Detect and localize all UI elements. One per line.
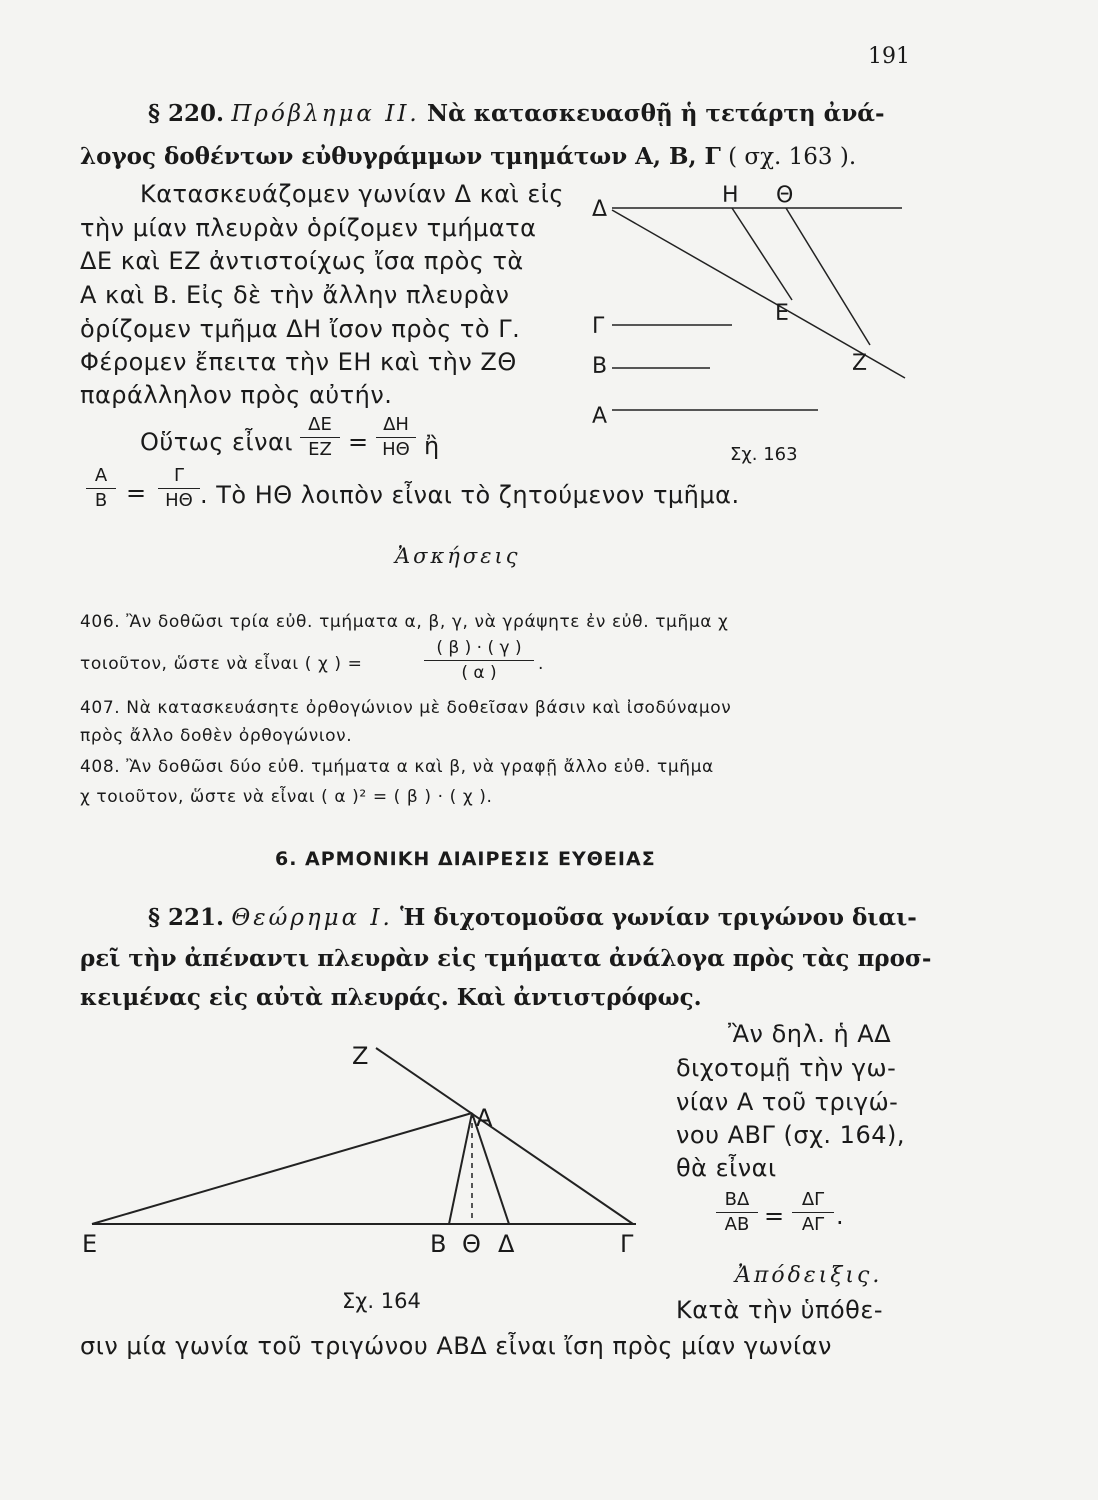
exercise-407-line-2: πρὸς ἄλλο δοθὲν ὀρθογώνιον. — [80, 726, 353, 746]
fig164-caption: Σχ. 164 — [342, 1289, 421, 1313]
fig164-line-e-a — [92, 1113, 472, 1224]
fig163-label-z: Ζ — [852, 351, 868, 376]
fig164-line-z-g — [376, 1048, 633, 1224]
fraction-bar — [716, 1212, 758, 1213]
fraction-a-b — [86, 466, 116, 511]
section-221-label: § 221. — [148, 904, 225, 931]
fig163-line-eh — [732, 208, 792, 300]
section-220-heading-2 — [80, 143, 856, 170]
figure-163 — [580, 170, 910, 470]
fig163-label-a: Α — [592, 404, 608, 429]
s220-line-5: ὁρίζομεν τμῆμα ΔΗ ἴσον πρὸς τὸ Γ. — [80, 315, 521, 343]
s221-side-3: νίαν Α τοῦ τριγώ- — [676, 1088, 899, 1116]
fraction-bar — [792, 1212, 834, 1213]
fig163-label-b: Β — [592, 354, 608, 379]
section-221-statement-2: ρεῖ τὴν ἀπέναντι πλευρὰν εἰς τμήματα ἀνάλογα πρὸς τὰς προσ- — [80, 945, 932, 972]
exercises-heading: Ἀσκήσεις — [395, 544, 521, 568]
fraction-dh-hth — [376, 415, 416, 460]
fraction-bd-ab — [716, 1190, 758, 1235]
fig164-label-g: Γ — [620, 1230, 634, 1258]
s221-side-1: Ἂν δηλ. ἡ ΑΔ — [728, 1020, 892, 1048]
fraction-de-ez-num: ΔΕ — [308, 414, 332, 435]
s220-line-7: παράλληλον πρὸς αὐτήν. — [80, 381, 393, 409]
fraction-a-b-den: Β — [94, 490, 108, 511]
fraction-g-hth-den: ΗΘ — [165, 490, 193, 511]
fraction-dg-ag-den: ΑΓ — [801, 1214, 825, 1235]
s220-line-2: τὴν μίαν πλευρὰν ὁρίζομεν τμήματα — [80, 214, 537, 242]
fig163-label-th: Θ — [776, 183, 794, 208]
section-221-statement-1: Ἡ διχοτομοῦσα γωνίαν τριγώνου διαι- — [400, 904, 917, 931]
fraction-bar — [424, 660, 534, 661]
apodeixis: Ἀπόδειξις. — [735, 1263, 883, 1288]
s220-line-6: Φέρομεν ἔπειτα τὴν ΕΗ καὶ τὴν ΖΘ — [80, 348, 517, 376]
fig164-label-d: Δ — [498, 1230, 515, 1258]
section-220-statement-1: Νὰ κατασκευασθῇ ἡ τετάρτη ἀνά- — [427, 100, 885, 127]
fraction-bd-ab-num: ΒΔ — [724, 1189, 750, 1210]
equals-sign: = — [348, 428, 369, 456]
exercise-407-line-1: 407. Νὰ κατασκευάσητε ὀρθογώνιον μὲ δοθεῖσαν βάσιν καὶ ἰσοδύναμον — [80, 698, 732, 718]
fraction-g-hth — [158, 466, 200, 511]
fig164-label-a: Α — [476, 1104, 493, 1132]
section-220-ref: ( σχ. 163 ). — [728, 144, 857, 170]
fig163-label-h: Η — [722, 183, 739, 208]
exercise-406-line-1: 406. Ἂν δοθῶσι τρία εὐθ. τμήματα α, β, γ, νὰ γράψητε ἐν εὐθ. τμῆμα χ — [80, 612, 729, 632]
fig164-side-ab — [449, 1113, 472, 1224]
section-220-heading — [148, 100, 885, 127]
fig164-label-e: Ε — [82, 1230, 98, 1258]
s221-side-4: νου ΑΒΓ (σχ. 164), — [676, 1121, 905, 1149]
fraction-bar — [86, 488, 116, 489]
chapter-title: 6. ΑΡΜΟΝΙΚΗ ΔΙΑΙΡΕΣΙΣ ΕΥΘΕΙΑΣ — [275, 848, 656, 870]
exercise-408-line-1: 408. Ἂν δοθῶσι δύο εὐθ. τμήματα α καὶ β, νὰ γραφῇ ἄλλο εὐθ. τμῆμα — [80, 757, 714, 777]
proof-line-1: Κατὰ τὴν ὑπόθε- — [676, 1296, 883, 1324]
fig163-line-zth — [786, 208, 870, 345]
s220-line-1: Κατασκευάζομεν γωνίαν Δ καὶ εἰς — [140, 180, 565, 208]
fig163-label-g: Γ — [592, 314, 605, 339]
fraction-g-hth-num: Γ — [173, 465, 185, 486]
period: . — [836, 1202, 844, 1230]
figure-164 — [80, 1030, 660, 1320]
fig164-label-th: Θ — [462, 1230, 481, 1258]
equals-sign: = — [126, 479, 147, 507]
exercise-406-den: ( α ) — [461, 663, 497, 683]
fraction-bar — [158, 488, 200, 489]
fraction-de-ez-den: ΕΖ — [308, 439, 332, 460]
outos-text: Οὕτως εἶναι — [140, 428, 293, 456]
s221-side-5: θὰ εἶναι — [676, 1154, 777, 1182]
conclusion-text: . Τὸ ΗΘ λοιπὸν εἶναι τὸ ζητούμενον τμῆμα. — [200, 481, 740, 509]
eta-word: ἢ — [424, 432, 440, 460]
section-221-kind: Θεώρημα Ι. — [231, 905, 393, 931]
fraction-dg-ag — [792, 1190, 834, 1235]
section-221-statement-3: κειμένας εἰς αὐτὰ πλευράς. Καὶ ἀντιστρόφως. — [80, 984, 702, 1011]
fig163-label-e: Ε — [775, 301, 789, 326]
fraction-dh-hth-den: ΗΘ — [382, 439, 410, 460]
s221-side-2: διχοτομῇ τὴν γω- — [676, 1054, 897, 1082]
proof-line-2: σιν μία γωνία τοῦ τριγώνου ΑΒΔ εἶναι ἴση πρὸς μίαν γωνίαν — [80, 1332, 832, 1360]
exercise-406-line-2: τοιοῦτον, ὥστε νὰ εἶναι ( χ ) = — [80, 654, 363, 674]
fraction-dh-hth-num: ΔΗ — [383, 414, 409, 435]
exercise-406-end: . — [538, 654, 545, 674]
s220-line-4: Α καὶ Β. Εἰς δὲ τὴν ἄλλην πλευρὰν — [80, 281, 510, 309]
section-220-statement-2: λογος δοθέντων εὐθυγράμμων τμημάτων Α, Β, Γ — [80, 143, 721, 170]
exercise-406-num: ( β ) · ( γ ) — [436, 638, 522, 658]
section-221-heading — [148, 904, 917, 931]
fraction-de-ez — [300, 415, 340, 460]
section-220-label: § 220. — [148, 100, 225, 127]
equals-sign: = — [764, 1202, 785, 1230]
fraction-a-b-num: Α — [94, 465, 108, 486]
fraction-dg-ag-num: ΔΓ — [801, 1189, 825, 1210]
fraction-bar — [300, 437, 340, 438]
page-number: 191 — [868, 44, 910, 69]
section-220-kind: Πρόβλημα ΙΙ. — [231, 101, 420, 127]
fraction-bd-ab-den: ΑΒ — [724, 1214, 750, 1235]
fig163-caption: Σχ. 163 — [730, 444, 798, 465]
fig164-label-b: Β — [430, 1230, 447, 1258]
exercise-406-fraction — [424, 638, 534, 683]
exercise-408-line-2: χ τοιοῦτον, ὥστε νὰ εἶναι ( α )² = ( β ) · ( χ ). — [80, 787, 493, 807]
fig164-label-z: Ζ — [352, 1042, 369, 1070]
fig163-label-d: Δ — [592, 197, 608, 222]
s220-line-3: ΔΕ καὶ ΕΖ ἀντιστοίχως ἴσα πρὸς τὰ — [80, 247, 524, 275]
fraction-bar — [376, 437, 416, 438]
